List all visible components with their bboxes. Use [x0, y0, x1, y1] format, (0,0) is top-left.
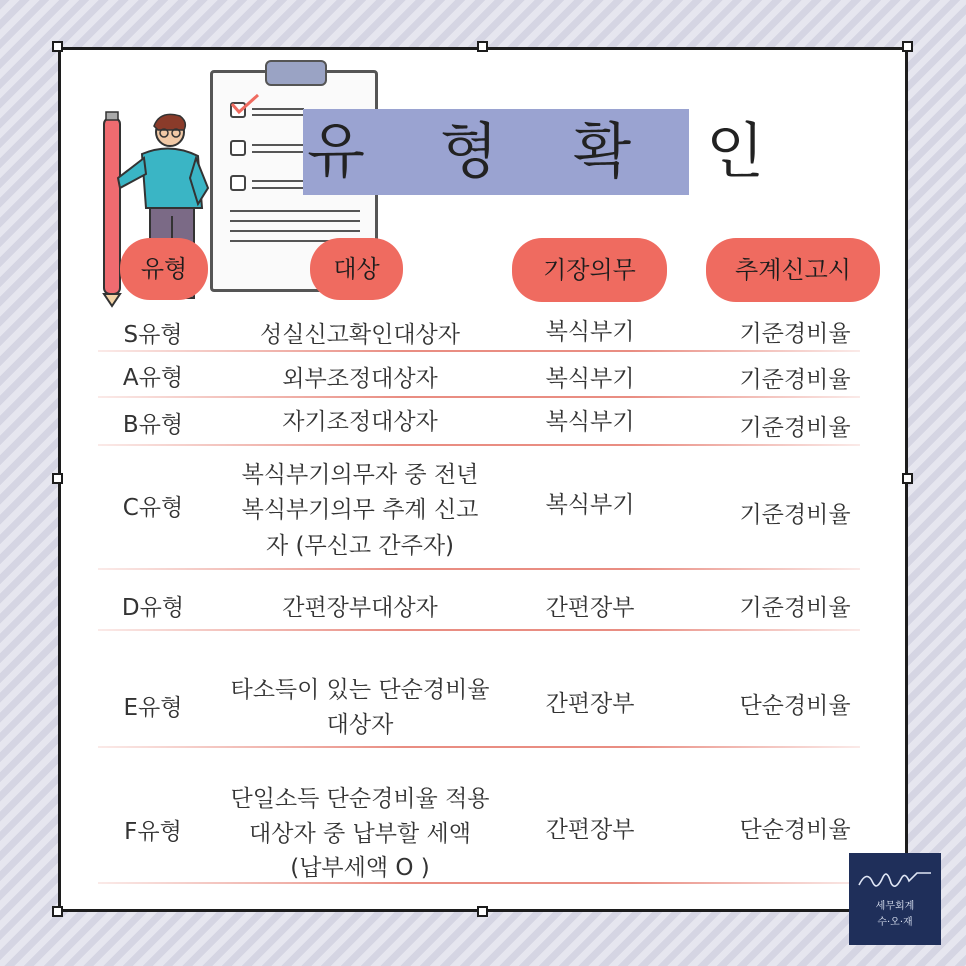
- resize-handle-top-center[interactable]: [477, 41, 488, 52]
- company-logo: [849, 853, 941, 945]
- row-target: 간편장부대상자: [282, 595, 438, 621]
- row-duty: 간편장부: [545, 691, 635, 717]
- row-divider: [98, 568, 860, 570]
- row-divider: [98, 350, 860, 352]
- row-rate: 단순경비율: [739, 817, 851, 843]
- row-type: S유형: [123, 322, 183, 348]
- row-duty: 복식부기: [545, 366, 635, 392]
- row-rate: 기준경비율: [739, 595, 851, 621]
- resize-handle-top-left[interactable]: [52, 41, 63, 52]
- row-duty: 복식부기: [545, 492, 635, 518]
- row-divider: [98, 444, 860, 446]
- resize-handle-top-right[interactable]: [902, 41, 913, 52]
- resize-handle-middle-left[interactable]: [52, 473, 63, 484]
- checkmark-icon: [228, 92, 262, 116]
- row-type: B유형: [122, 412, 184, 438]
- row-divider: [98, 882, 860, 884]
- header-estimate: 추계신고시: [706, 238, 880, 302]
- row-duty: 복식부기: [545, 319, 635, 345]
- row-rate: 기준경비율: [739, 415, 851, 441]
- checkbox-icon: [230, 175, 246, 191]
- row-target: 대상자: [326, 712, 394, 738]
- row-rate: 기준경비율: [739, 367, 851, 393]
- row-target: 대상자 중 납부할 세액: [249, 821, 471, 847]
- row-target: 타소득이 있는 단순경비율: [230, 677, 490, 703]
- row-rate: 기준경비율: [739, 502, 851, 528]
- logo-signature-icon: [857, 863, 933, 893]
- row-target: 성실신고확인대상자: [260, 322, 460, 348]
- header-target: 대상: [310, 238, 403, 300]
- clipboard-clip-icon: [265, 60, 327, 86]
- header-type: 유형: [120, 238, 208, 300]
- row-divider: [98, 396, 860, 398]
- page-title: 유 형 확 인: [307, 117, 793, 187]
- row-target: 외부조정대상자: [282, 366, 438, 392]
- logo-text: 세무회계: [875, 901, 915, 912]
- row-target: 단일소득 단순경비율 적용: [230, 786, 490, 812]
- row-type: A유형: [122, 365, 184, 391]
- row-target: 자 (무신고 간주자): [265, 533, 455, 559]
- header-duty: 기장의무: [512, 238, 667, 302]
- row-divider: [98, 746, 860, 748]
- resize-handle-middle-right[interactable]: [902, 473, 913, 484]
- row-type: E유형: [123, 695, 183, 721]
- row-type: C유형: [122, 495, 184, 521]
- row-duty: 간편장부: [545, 595, 635, 621]
- checkbox-icon: [230, 140, 246, 156]
- row-divider: [98, 629, 860, 631]
- row-type: F유형: [124, 819, 182, 845]
- row-target: 복식부기의무자 중 전년: [241, 462, 479, 488]
- resize-handle-bottom-center[interactable]: [477, 906, 488, 917]
- row-target: 자기조정대상자: [282, 409, 438, 435]
- row-duty: 간편장부: [545, 817, 635, 843]
- row-duty: 복식부기: [545, 409, 635, 435]
- resize-handle-bottom-left[interactable]: [52, 906, 63, 917]
- row-type: D유형: [121, 595, 185, 621]
- row-target: (납부세액 O ): [290, 855, 430, 881]
- row-rate: 기준경비율: [739, 321, 851, 347]
- row-target: 복식부기의무 추계 신고: [241, 497, 479, 523]
- logo-subtext: 수·오·재: [877, 917, 913, 928]
- row-rate: 단순경비율: [739, 693, 851, 719]
